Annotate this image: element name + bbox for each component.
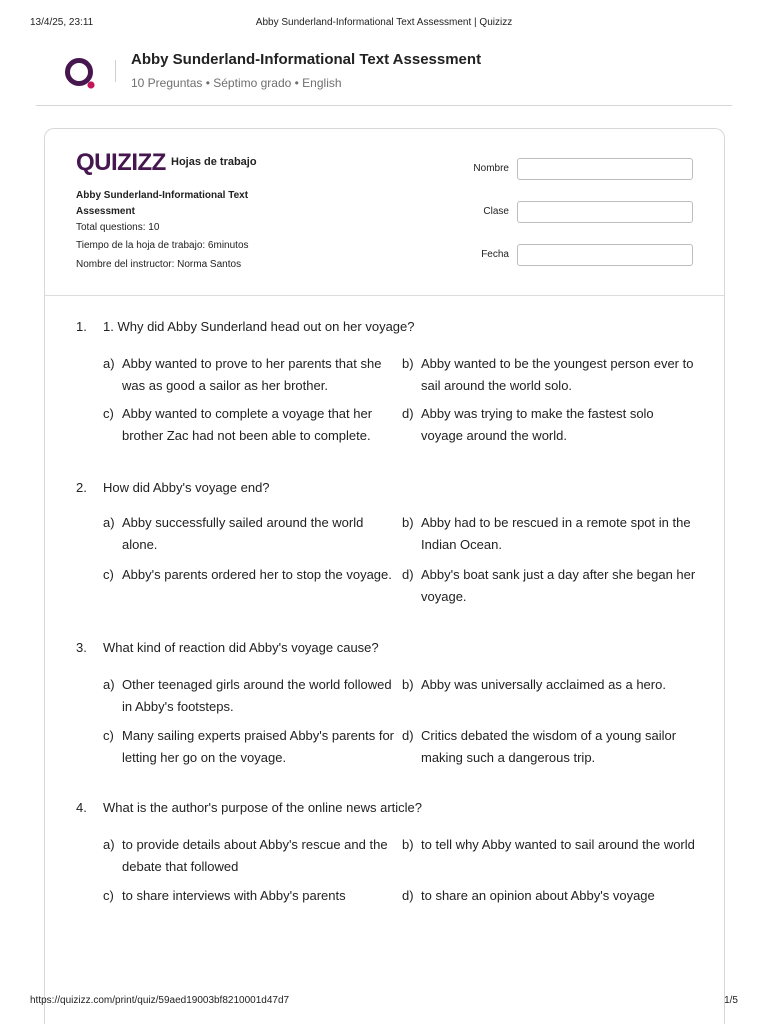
quizizz-q-logo-icon xyxy=(64,57,98,91)
option-letter: b) xyxy=(402,677,414,692)
worksheet-title: Abby Sunderland-Informational Text Assessment xyxy=(76,190,249,217)
quizizz-wordmark-icon xyxy=(76,149,166,175)
brand-subtitle: Hojas de trabajo xyxy=(171,156,257,168)
question-number: 2. xyxy=(76,480,87,495)
option-text: Abby had to be rescued in a remote spot in the Indian Ocean. xyxy=(421,515,691,552)
date-label: Fecha xyxy=(481,249,509,260)
option-letter: d) xyxy=(402,406,414,421)
option-text: Abby was trying to make the fastest solo voyage around the world. xyxy=(421,406,654,443)
question-text: How did Abby's voyage end? xyxy=(103,480,270,495)
option-text: Abby's parents ordered her to stop the voyage. xyxy=(122,567,392,582)
option-letter: a) xyxy=(103,356,115,371)
instructor-name: Nombre del instructor: Norma Santos xyxy=(76,259,242,270)
option-text: Many sailing experts praised Abby's parents for letting her go on the voyage. xyxy=(122,728,395,765)
question-text: 1. Why did Abby Sunderland head out on her voyage? xyxy=(103,319,415,334)
page-title: Abby Sunderland-Informational Text Assessment xyxy=(131,51,482,68)
print-datetime: 13/4/25, 23:11 xyxy=(30,17,94,28)
option-letter: c) xyxy=(103,728,114,743)
class-field[interactable] xyxy=(517,201,693,223)
option-text: to tell why Abby wanted to sail around the world xyxy=(421,837,695,852)
option-letter: b) xyxy=(402,837,414,852)
option-text: Critics debated the wisdom of a young sailor making such a dangerous trip. xyxy=(421,728,677,765)
print-page-title: Abby Sunderland-Informational Text Assessment | Quizizz xyxy=(255,17,513,28)
page-subtitle: 10 Preguntas • Séptimo grado • English xyxy=(131,76,342,90)
option-letter: c) xyxy=(103,888,114,903)
option-letter: b) xyxy=(402,356,414,371)
question-number: 3. xyxy=(76,640,87,655)
option-text: Abby's boat sank just a day after she began her voyage. xyxy=(421,567,696,604)
option-text: Abby wanted to be the youngest person ever to sail around the world solo. xyxy=(421,356,694,393)
option-text: Abby was universally acclaimed as a hero. xyxy=(421,677,666,692)
option-text: Abby wanted to complete a voyage that her brother Zac had not been able to complete. xyxy=(122,406,373,443)
question-number: 4. xyxy=(76,800,87,815)
option-letter: d) xyxy=(402,888,414,903)
option-text: to provide details about Abby's rescue and the debate that followed xyxy=(122,837,388,874)
option-text: to share interviews with Abby's parents xyxy=(122,888,346,903)
name-label: Nombre xyxy=(473,163,509,174)
question-text: What kind of reaction did Abby's voyage cause? xyxy=(103,640,379,655)
option-letter: d) xyxy=(402,567,414,582)
class-label: Clase xyxy=(483,206,509,217)
option-letter: d) xyxy=(402,728,414,743)
print-page-number: 1/5 xyxy=(724,995,738,1006)
quiz-header xyxy=(36,50,732,106)
option-letter: c) xyxy=(103,567,114,582)
worksheet-header xyxy=(45,129,724,296)
option-letter: a) xyxy=(103,515,115,530)
name-field[interactable] xyxy=(517,158,693,180)
option-letter: a) xyxy=(103,677,115,692)
total-questions: Total questions: 10 xyxy=(76,222,160,233)
question-number: 1. xyxy=(76,319,87,334)
option-text: Other teenaged girls around the world followed in Abby's footsteps. xyxy=(122,677,392,714)
worksheet-card xyxy=(44,128,725,1024)
option-letter: c) xyxy=(103,406,114,421)
option-text: Abby successfully sailed around the world alone. xyxy=(122,515,364,552)
date-field[interactable] xyxy=(517,244,693,266)
print-url: https://quizizz.com/print/quiz/59aed19003bf8210001d47d7 xyxy=(30,995,290,1006)
brand-wordmark: QUIZIZZ xyxy=(76,149,166,175)
option-text: to share an opinion about Abby's voyage xyxy=(421,888,655,903)
question-text: What is the author's purpose of the online news article? xyxy=(103,800,422,815)
header-separator xyxy=(115,60,116,82)
quizizz-brand-logo xyxy=(76,149,166,175)
option-letter: b) xyxy=(402,515,414,530)
worksheet-time: Tiempo de la hoja de trabajo: 6minutos xyxy=(76,240,249,251)
option-letter: a) xyxy=(103,837,115,852)
option-text: Abby wanted to prove to her parents that she was as good a sailor as her brother. xyxy=(122,356,382,393)
